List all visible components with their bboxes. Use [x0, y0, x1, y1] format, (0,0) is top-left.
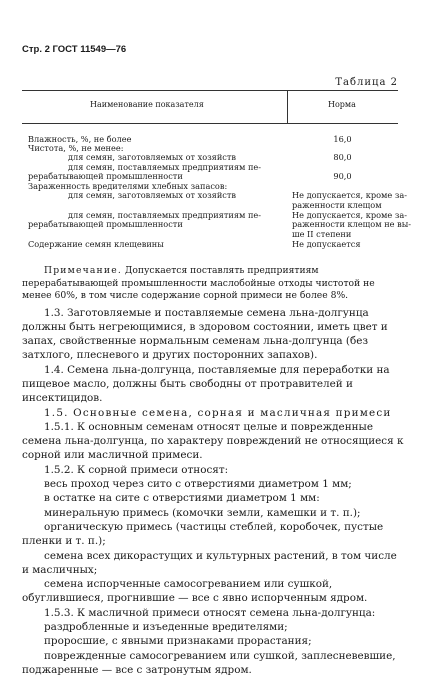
paragraph: в остатке на сите с отверстиями диаметром 1 мм:	[22, 491, 404, 505]
row-value: 80,0	[287, 152, 398, 162]
paragraph: минеральную примесь (комочки земли, камешки и т. п.);	[22, 506, 404, 520]
document-body	[22, 265, 404, 677]
row-value: Не допускается	[292, 239, 398, 249]
column-header-norm: Норма	[328, 100, 356, 109]
note-label: Примечание.	[44, 265, 122, 276]
paragraph: 1.3. Заготовляемые и поставляемые семена льна-долгунца должны быть негреющимися, в здоровом состоянии, иметь цвет и запах, свойственные нормальным семенам льна-долгунца (без затхлого, плесневого и других посторонних запахов).	[22, 306, 404, 363]
row-name: рерабатывающей промышленности	[28, 171, 183, 181]
row-name: для семян, заготовляемых от хозяйств	[68, 190, 236, 200]
row-name: Влажность, %, не более	[28, 134, 131, 144]
row-name: Зараженность вредителями хлебных запасов:	[28, 181, 227, 191]
row-name: для семян, поставляемых предприятиям пе-	[68, 162, 261, 172]
paragraph: 1.5.3. К масличной примеси относят семена льна-долгунца:	[22, 606, 404, 620]
paragraph: органическую примесь (частицы стеблей, коробочек, пустые пленки и т. п.);	[22, 520, 404, 549]
row-value: ше II степени	[292, 229, 398, 239]
row-name: Чистота, %, не менее:	[28, 143, 123, 153]
table-row	[22, 229, 398, 239]
row-value: 16,0	[287, 134, 398, 144]
row-value: раженности клещом не вы-	[292, 219, 398, 229]
paragraph: проросшие, с явными признаками прорастания;	[22, 634, 404, 648]
paragraph: поврежденные самосогреванием или сушкой, заплесневевшие, поджаренные — все с затронутым ядром.	[22, 649, 404, 677]
paragraph: 1.4. Семена льна-долгунца, поставляемые для переработки на пищевое масло, должны быть свободны от протравителей и инсектицидов.	[22, 363, 404, 406]
table-header-rule	[22, 123, 398, 124]
table-top-rule	[22, 90, 398, 91]
table-row	[22, 152, 398, 162]
row-value: раженности клещом	[292, 200, 398, 210]
paragraph: 1.5. Основные семена, сорная и масличная примеси	[22, 406, 404, 420]
table-row	[22, 190, 398, 200]
paragraph: семена всех дикорастущих и культурных растений, в том числе и масличных;	[22, 549, 404, 578]
note-text: Допускается поставлять предприятиям перерабатывающей промышленности маслобойные отходы чистотой не менее 60%, в том числе содержание сорной примеси не более 8%.	[22, 265, 375, 301]
row-name: рерабатывающей промышленности	[28, 219, 183, 229]
paragraph: весь проход через сито с отверстиями диаметром 1 мм;	[22, 477, 404, 491]
table-row	[22, 171, 398, 181]
table-row	[22, 219, 398, 229]
paragraph: семена испорченные самосогреванием или сушкой, обуглившиеся, прогнившие — все с явно испорченным ядром.	[22, 577, 404, 606]
row-name: Содержание семян клещевины	[28, 239, 164, 249]
paragraph: раздробленные и изъеденные вредителями;	[22, 620, 404, 634]
table-row	[22, 239, 398, 249]
table-label: Таблица 2	[335, 77, 398, 88]
paragraph: 1.5.2. К сорной примеси относят:	[22, 463, 404, 477]
row-value: Не допускается, кроме за-	[292, 210, 398, 220]
row-name: для семян, заготовляемых от хозяйств	[68, 152, 236, 162]
column-header-name: Наименование показателя	[90, 100, 204, 109]
paragraphs	[22, 306, 404, 677]
paragraph: 1.5.1. К основным семенам относят целые и поврежденные семена льна-долгунца, по характеру повреждений не относящиеся к сорной или масличной примеси.	[22, 420, 404, 463]
row-name: для семян, поставляемых предприятиям пе-	[68, 210, 261, 220]
table-column-divider	[287, 90, 288, 123]
page-header: Стр. 2 ГОСТ 11549—76	[22, 44, 126, 55]
row-value: 90,0	[287, 171, 398, 181]
table-note	[22, 265, 404, 303]
row-value: Не допускается, кроме за-	[292, 190, 398, 200]
table-row	[22, 200, 398, 210]
